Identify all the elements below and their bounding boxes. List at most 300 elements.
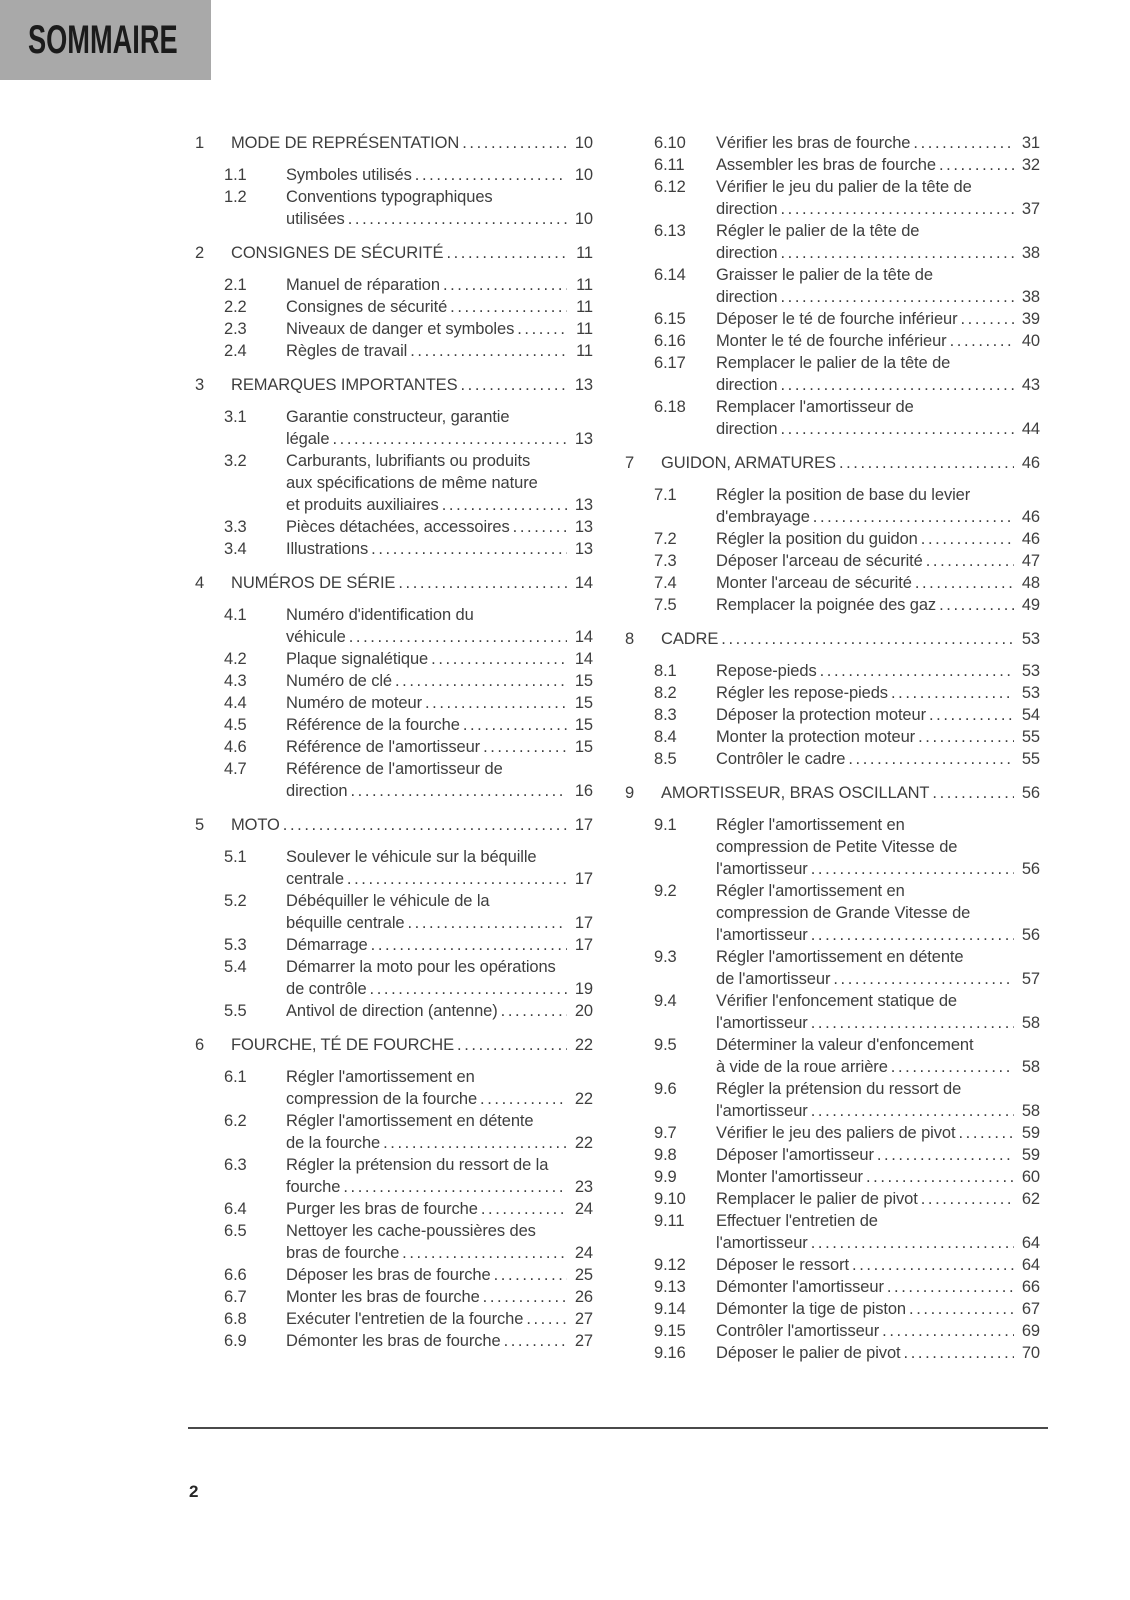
toc-section-entry [224, 186, 593, 230]
entry-title-line: Monter les bras de fourche [286, 1288, 480, 1306]
entry-number: 1.2 [224, 188, 247, 206]
dot-leader [839, 452, 1014, 474]
toc-section-entry [224, 340, 593, 362]
entry-page-number: 46 [1021, 508, 1040, 526]
entry-page-number: 15 [574, 738, 593, 756]
entry-title-line: Conventions typographiques [286, 188, 493, 206]
toc-section-entry [224, 318, 593, 340]
entry-title-line: l'amortisseur [716, 1102, 808, 1120]
entry-title-block [716, 396, 1040, 440]
dot-leader [877, 1144, 1014, 1166]
entry-last-line [716, 594, 1040, 616]
entry-last-line [286, 208, 593, 230]
entry-page-number: 17 [574, 816, 593, 834]
entry-title-line: Remplacer le palier de pivot [716, 1190, 918, 1208]
dot-leader [450, 296, 567, 318]
entry-number: 5.5 [224, 1002, 247, 1020]
entry-number: 6.16 [654, 332, 686, 350]
entry-title-line: Niveaux de danger et symboles [286, 320, 515, 338]
entry-title-line: compression de la fourche [286, 1090, 478, 1108]
toc-section-entry [654, 352, 1040, 396]
dot-leader [517, 318, 567, 340]
dot-leader [457, 1034, 567, 1056]
entry-page-number: 58 [1021, 1058, 1040, 1076]
page-header [0, 0, 211, 80]
entry-page-number: 69 [1021, 1322, 1040, 1340]
entry-title-block [716, 1276, 1040, 1298]
entry-number: 9.2 [654, 882, 677, 900]
toc-section-entry [654, 132, 1040, 154]
entry-title-line: aux spécifications de même nature [286, 474, 538, 492]
entry-title-block [286, 648, 593, 670]
entry-number: 6.12 [654, 178, 686, 196]
entry-number: 9.9 [654, 1168, 677, 1186]
table-of-contents [195, 132, 1040, 1364]
dot-leader [921, 528, 1014, 550]
dot-leader [415, 164, 567, 186]
entry-page-number: 32 [1021, 156, 1040, 174]
entry-page-number: 66 [1021, 1278, 1040, 1296]
entry-number: 4 [195, 574, 205, 592]
entry-title-block [231, 572, 593, 594]
toc-section-entry [224, 692, 593, 714]
entry-title-block [716, 1320, 1040, 1342]
entry-number: 5.4 [224, 958, 247, 976]
dot-leader [780, 198, 1014, 220]
entry-title-line: légale [286, 430, 330, 448]
entry-page-number: 15 [574, 694, 593, 712]
entry-last-line [716, 154, 1040, 176]
dot-leader [483, 1286, 567, 1308]
entry-title-line: Nettoyer les cache-poussières des [286, 1222, 536, 1240]
entry-last-line [286, 626, 593, 648]
entry-number: 6.6 [224, 1266, 247, 1284]
entry-title-line: Antivol de direction (antenne) [286, 1002, 498, 1020]
entry-title-line: Déposer le ressort [716, 1256, 850, 1274]
dot-leader [926, 550, 1014, 572]
entry-last-line [716, 1100, 1040, 1122]
entry-number: 6 [195, 1036, 205, 1054]
entry-title-block [286, 1198, 593, 1220]
entry-last-line [716, 506, 1040, 528]
entry-title-block [716, 176, 1040, 220]
entry-page-number: 11 [576, 342, 593, 360]
entry-title-block [286, 890, 593, 934]
dot-leader [780, 286, 1014, 308]
entry-page-number: 14 [574, 574, 593, 592]
entry-last-line [716, 198, 1040, 220]
toc-section-entry [224, 274, 593, 296]
toc-section-entry [654, 946, 1040, 990]
entry-last-line [716, 1276, 1040, 1298]
entry-page-number: 40 [1021, 332, 1040, 350]
entry-title-block [716, 132, 1040, 154]
entry-title-line: direction [716, 200, 778, 218]
dot-leader [780, 242, 1014, 264]
entry-title-line: CADRE [661, 630, 719, 648]
entry-number: 9.16 [654, 1344, 686, 1362]
entry-title-block [716, 264, 1040, 308]
entry-title-line: Régler l'amortissement en [716, 882, 905, 900]
entry-last-line [286, 164, 593, 186]
toc-section-entry [224, 670, 593, 692]
entry-title-line: Monter l'amortisseur [716, 1168, 863, 1186]
dot-leader [811, 1012, 1014, 1034]
entry-last-line [716, 1144, 1040, 1166]
entry-number: 8 [625, 630, 635, 648]
toc-section-entry [654, 990, 1040, 1034]
entry-number: 7.1 [654, 486, 677, 504]
toc-section-entry [654, 1188, 1040, 1210]
entry-number: 6.10 [654, 134, 686, 152]
entry-number: 3.1 [224, 408, 247, 426]
entry-number: 2.3 [224, 320, 247, 338]
toc-section-entry [224, 538, 593, 560]
entry-title-line: l'amortisseur [716, 1234, 808, 1252]
entry-number: 6.13 [654, 222, 686, 240]
entry-number: 4.2 [224, 650, 247, 668]
entry-title-line: Monter la protection moteur [716, 728, 916, 746]
entry-last-line [286, 1088, 593, 1110]
entry-title-line: Régler la prétension du ressort de [716, 1080, 962, 1098]
dot-leader [283, 814, 567, 836]
entry-title-block [286, 1110, 593, 1154]
entry-last-line [286, 1132, 593, 1154]
entry-title-line: Déposer le palier de pivot [716, 1344, 901, 1362]
entry-page-number: 10 [574, 166, 593, 184]
toc-section-entry [654, 528, 1040, 550]
toc-section-entry [224, 1066, 593, 1110]
dot-leader [332, 428, 567, 450]
dot-leader [348, 208, 567, 230]
dot-leader [442, 494, 567, 516]
dot-leader [460, 374, 567, 396]
entry-page-number: 11 [576, 298, 593, 316]
entry-title-block [661, 628, 1040, 650]
toc-column-left [195, 132, 593, 1364]
entry-last-line [661, 628, 1040, 650]
toc-section-entry [224, 890, 593, 934]
entry-title-block [286, 1066, 593, 1110]
dot-leader [866, 1166, 1014, 1188]
entry-title-line: Déposer le té de fourche inférieur [716, 310, 958, 328]
entry-title-line: Monter le té de fourche inférieur [716, 332, 947, 350]
dot-leader [780, 374, 1014, 396]
entry-last-line [716, 1298, 1040, 1320]
entry-last-line [716, 1012, 1040, 1034]
toc-section-entry [654, 814, 1040, 880]
entry-title-line: AMORTISSEUR, BRAS OSCILLANT [661, 784, 930, 802]
entry-last-line [286, 692, 593, 714]
entry-last-line [716, 1056, 1040, 1078]
toc-chapter-entry [195, 132, 593, 154]
entry-number: 2.4 [224, 342, 247, 360]
toc-section-entry [224, 1220, 593, 1264]
entry-title-line: MOTO [231, 816, 280, 834]
toc-section-entry [654, 726, 1040, 748]
entry-number: 6.11 [654, 156, 685, 174]
entry-page-number: 22 [574, 1090, 593, 1108]
entry-title-line: Symboles utilisés [286, 166, 412, 184]
entry-last-line [716, 968, 1040, 990]
toc-section-entry [224, 1286, 593, 1308]
entry-page-number: 43 [1021, 376, 1040, 394]
entry-title-block [661, 452, 1040, 474]
dot-leader [526, 1308, 567, 1330]
entry-number: 8.5 [654, 750, 677, 768]
entry-last-line [231, 374, 593, 396]
toc-section-entry [654, 308, 1040, 330]
entry-last-line [716, 132, 1040, 154]
dot-leader [494, 1264, 567, 1286]
entry-last-line [661, 452, 1040, 474]
entry-page-number: 62 [1021, 1190, 1040, 1208]
entry-page-number: 17 [574, 914, 593, 932]
entry-title-block [286, 1000, 593, 1022]
entry-title-block [231, 814, 593, 836]
entry-title-line: Régler la position de base du levier [716, 486, 971, 504]
entry-page-number: 56 [1021, 784, 1040, 802]
entry-number: 7.2 [654, 530, 677, 548]
dot-leader [958, 1122, 1014, 1144]
entry-title-block [286, 670, 593, 692]
dot-leader [383, 1132, 567, 1154]
entry-title-block [286, 956, 593, 1000]
entry-title-block [231, 242, 593, 264]
entry-title-block [286, 164, 593, 186]
entry-title-block [716, 814, 1040, 880]
dot-leader [425, 692, 567, 714]
entry-title-block [716, 220, 1040, 264]
entry-page-number: 13 [574, 430, 593, 448]
entry-title-line: de la fourche [286, 1134, 381, 1152]
entry-page-number: 64 [1021, 1234, 1040, 1252]
dot-leader [501, 1000, 567, 1022]
entry-number: 6.9 [224, 1332, 247, 1350]
entry-last-line [231, 132, 593, 154]
entry-title-block [716, 484, 1040, 528]
entry-title-line: Contrôler l'amortisseur [716, 1322, 880, 1340]
entry-title-line: Consignes de sécurité [286, 298, 448, 316]
entry-page-number: 10 [574, 134, 593, 152]
entry-number: 5.3 [224, 936, 247, 954]
dot-leader [347, 868, 567, 890]
entry-title-line: Débéquiller le véhicule de la [286, 892, 490, 910]
entry-title-block [286, 604, 593, 648]
entry-title-line: Remplacer la poignée des gaz [716, 596, 937, 614]
entry-page-number: 11 [576, 320, 593, 338]
toc-section-entry [654, 1034, 1040, 1078]
entry-page-number: 16 [574, 782, 593, 800]
entry-title-line: direction [716, 420, 778, 438]
entry-title-line: direction [716, 244, 778, 262]
toc-section-entry [654, 1320, 1040, 1342]
entry-title-line: Soulever le véhicule sur la béquille [286, 848, 537, 866]
entry-title-block [716, 594, 1040, 616]
entry-page-number: 39 [1021, 310, 1040, 328]
entry-title-block [286, 846, 593, 890]
entry-last-line [286, 428, 593, 450]
entry-page-number: 31 [1021, 134, 1040, 152]
entry-last-line [716, 858, 1040, 880]
dot-leader [371, 538, 567, 560]
entry-number: 9.10 [654, 1190, 686, 1208]
toc-section-entry [224, 1308, 593, 1330]
entry-title-line: à vide de la roue arrière [716, 1058, 888, 1076]
entry-page-number: 11 [576, 244, 593, 262]
dot-leader [370, 978, 567, 1000]
dot-leader [921, 1188, 1014, 1210]
entry-title-line: Régler la position du guidon [716, 530, 918, 548]
entry-title-line: direction [716, 288, 778, 306]
entry-last-line [716, 528, 1040, 550]
entry-title-line: Purger les bras de fourche [286, 1200, 478, 1218]
entry-last-line [286, 1308, 593, 1330]
entry-last-line [286, 670, 593, 692]
entry-title-block [716, 704, 1040, 726]
dot-leader [811, 924, 1014, 946]
dot-leader [780, 418, 1014, 440]
toc-section-entry [654, 264, 1040, 308]
entry-number: 9.11 [654, 1212, 685, 1230]
dot-leader [463, 714, 567, 736]
entry-title-line: Remplacer l'amortisseur de [716, 398, 914, 416]
entry-last-line [286, 1198, 593, 1220]
entry-number: 9.5 [654, 1036, 677, 1054]
entry-last-line [286, 340, 593, 362]
entry-title-block [286, 1330, 593, 1352]
entry-title-line: fourche [286, 1178, 341, 1196]
dot-leader [909, 1298, 1014, 1320]
entry-title-block [716, 308, 1040, 330]
toc-chapter-entry [195, 1034, 593, 1056]
dot-leader [721, 628, 1014, 650]
entry-number: 9.8 [654, 1146, 677, 1164]
toc-section-entry [224, 296, 593, 318]
entry-number: 7 [625, 454, 635, 472]
dot-leader [848, 748, 1014, 770]
entry-page-number: 27 [574, 1310, 593, 1328]
entry-last-line [286, 274, 593, 296]
toc-section-entry [224, 736, 593, 758]
entry-last-line [286, 912, 593, 934]
entry-title-line: Déposer les bras de fourche [286, 1266, 491, 1284]
entry-page-number: 55 [1021, 728, 1040, 746]
dot-leader [410, 340, 567, 362]
entry-title-block [286, 1286, 593, 1308]
dot-leader [350, 780, 567, 802]
entry-title-line: Déterminer la valeur d'enfoncement [716, 1036, 974, 1054]
entry-title-line: d'embrayage [716, 508, 810, 526]
entry-last-line [716, 704, 1040, 726]
dot-leader [904, 1342, 1014, 1364]
entry-title-line: direction [286, 782, 348, 800]
entry-page-number: 56 [1021, 926, 1040, 944]
entry-page-number: 46 [1021, 454, 1040, 472]
entry-title-line: Pièces détachées, accessoires [286, 518, 510, 536]
entry-number: 9.7 [654, 1124, 677, 1142]
entry-title-block [716, 1210, 1040, 1254]
toc-section-entry [224, 1000, 593, 1022]
entry-number: 6.17 [654, 354, 686, 372]
toc-section-entry [224, 1198, 593, 1220]
entry-page-number: 13 [574, 376, 593, 394]
toc-section-entry [654, 660, 1040, 682]
entry-page-number: 70 [1021, 1344, 1040, 1362]
entry-number: 4.6 [224, 738, 247, 756]
entry-title-block [286, 538, 593, 560]
toc-section-entry [224, 1154, 593, 1198]
entry-last-line [716, 550, 1040, 572]
entry-last-line [286, 296, 593, 318]
dot-leader [939, 594, 1014, 616]
entry-title-line: Illustrations [286, 540, 369, 558]
entry-number: 1 [195, 134, 205, 152]
entry-page-number: 53 [1021, 630, 1040, 648]
entry-last-line [716, 572, 1040, 594]
toc-section-entry [654, 704, 1040, 726]
entry-number: 4.3 [224, 672, 247, 690]
toc-section-entry [654, 682, 1040, 704]
toc-section-entry [654, 1276, 1040, 1298]
dot-leader [961, 308, 1015, 330]
toc-section-entry [654, 220, 1040, 264]
dot-leader [820, 660, 1014, 682]
dot-leader [929, 704, 1014, 726]
entry-page-number: 58 [1021, 1102, 1040, 1120]
dot-leader [395, 670, 567, 692]
entry-title-line: Règles de travail [286, 342, 408, 360]
entry-title-line: Démonter l'amortisseur [716, 1278, 884, 1296]
entry-page-number: 48 [1021, 574, 1040, 592]
entry-title-line: compression de Grande Vitesse de [716, 904, 971, 922]
entry-title-line: Régler l'amortissement en détente [716, 948, 964, 966]
entry-page-number: 38 [1021, 244, 1040, 262]
entry-last-line [716, 660, 1040, 682]
dot-leader [446, 242, 567, 264]
entry-number: 4.4 [224, 694, 247, 712]
entry-page-number: 17 [574, 870, 593, 888]
entry-page-number: 37 [1021, 200, 1040, 218]
entry-title-block [716, 1078, 1040, 1122]
entry-title-line: l'amortisseur [716, 926, 808, 944]
entry-title-line: Démarrer la moto pour les opérations [286, 958, 556, 976]
toc-section-entry [654, 484, 1040, 528]
entry-last-line [716, 1122, 1040, 1144]
entry-number: 7.4 [654, 574, 677, 592]
entry-last-line [716, 1188, 1040, 1210]
entry-number: 9.1 [654, 816, 677, 834]
entry-page-number: 24 [574, 1244, 593, 1262]
entry-title-line: compression de Petite Vitesse de [716, 838, 958, 856]
entry-page-number: 22 [574, 1036, 593, 1054]
entry-last-line [286, 736, 593, 758]
toc-section-entry [224, 1264, 593, 1286]
entry-number: 5 [195, 816, 205, 834]
entry-title-line: Référence de la fourche [286, 716, 460, 734]
entry-page-number: 17 [574, 936, 593, 954]
entry-last-line [716, 242, 1040, 264]
entry-title-block [286, 692, 593, 714]
entry-page-number: 53 [1021, 684, 1040, 702]
entry-number: 7.5 [654, 596, 677, 614]
entry-title-block [716, 550, 1040, 572]
toc-section-entry [654, 880, 1040, 946]
entry-title-line: Démonter la tige de piston [716, 1300, 907, 1318]
dot-leader [811, 1232, 1014, 1254]
entry-title-line: FOURCHE, TÉ DE FOURCHE [231, 1036, 455, 1054]
entry-title-line: Régler l'amortissement en [286, 1068, 475, 1086]
